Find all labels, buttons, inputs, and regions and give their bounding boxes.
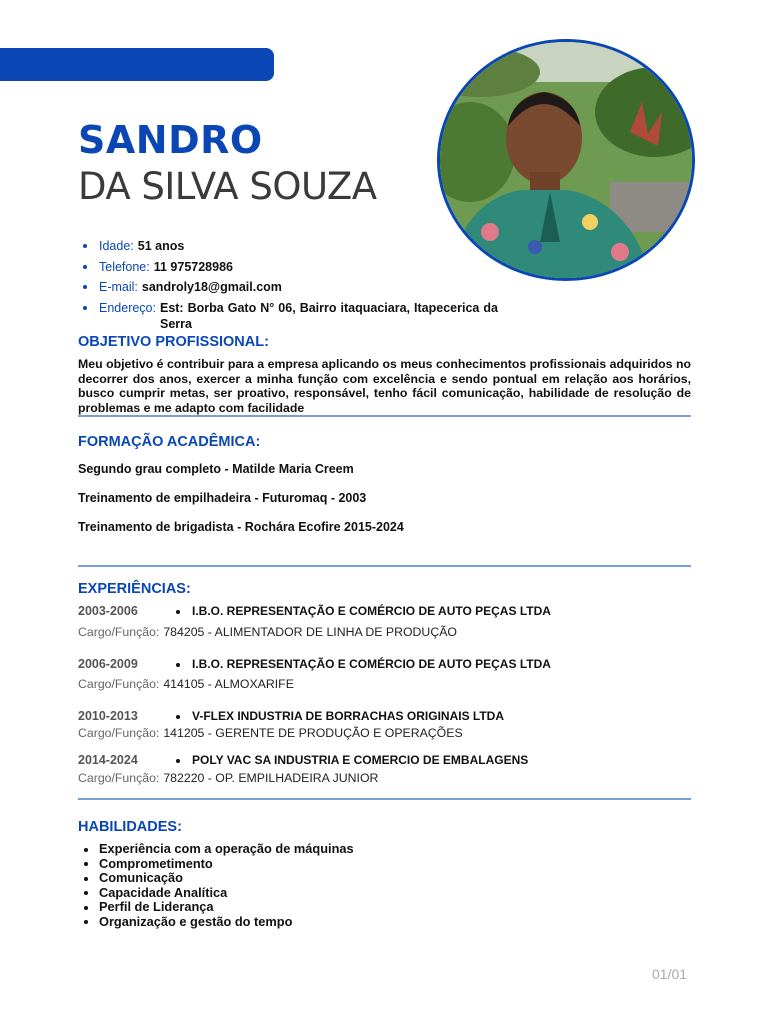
bullet-icon xyxy=(83,306,87,310)
contact-age-label: Idade: xyxy=(99,239,134,253)
bullet-icon xyxy=(84,877,88,881)
role-value: 414105 - ALMOXARIFE xyxy=(163,677,294,691)
experience-role xyxy=(78,726,463,740)
experience-item xyxy=(78,604,691,622)
skill-item xyxy=(84,915,354,930)
experience-item xyxy=(78,657,691,675)
contact-phone-value: 11 975728986 xyxy=(153,259,233,274)
bullet-icon xyxy=(84,848,88,852)
bullet-icon xyxy=(83,244,87,248)
education-item: Segundo grau completo - Matilde Maria Creem xyxy=(78,462,354,476)
skills-list xyxy=(84,842,354,930)
bullet-icon xyxy=(83,265,87,269)
divider xyxy=(78,565,691,567)
header-accent-bar xyxy=(0,48,274,81)
experience-company: I.B.O. REPRESENTAÇÃO E COMÉRCIO DE AUTO PEÇAS LTDA xyxy=(192,657,551,671)
role-label: Cargo/Função: xyxy=(78,726,160,740)
contact-email-value: sandroly18@gmail.com xyxy=(141,280,282,294)
bullet-icon xyxy=(83,285,87,289)
experience-period: 2014-2024 xyxy=(78,753,138,767)
bullet-icon xyxy=(84,862,88,866)
contact-phone xyxy=(83,259,503,275)
objective-text: Meu objetivo é contribuir para a empresa aplicando os meus conhecimentos profissionais adquiridos no decorrer dos anos, exercer a minha função com excelência e sendo pontual em relação aos horários, busco cumprir metas, ser proativo, responsável, tenho fácil comunicação, habilidade de resolução de problemas e me adapto com facilidade xyxy=(78,357,691,416)
experience-period: 2003-2006 xyxy=(78,604,138,618)
skill-label: Comprometimento xyxy=(99,855,213,871)
education-item: Treinamento de brigadista - Rochára Ecofire 2015-2024 xyxy=(78,520,404,534)
bullet-icon xyxy=(176,610,180,614)
divider xyxy=(78,798,691,800)
contact-phone-label: Telefone: xyxy=(99,259,150,274)
experience-period: 2006-2009 xyxy=(78,657,138,671)
skill-label: Capacidade Analítica xyxy=(99,884,228,900)
bullet-icon xyxy=(84,906,88,910)
experience-role xyxy=(78,677,294,691)
skill-label: Perfil de Liderança xyxy=(99,899,214,915)
contact-email xyxy=(83,279,503,295)
experience-period: 2010-2013 xyxy=(78,709,138,723)
role-label: Cargo/Função: xyxy=(78,677,160,691)
contact-address-label: Endereço: xyxy=(99,300,156,315)
page-number: 01/01 xyxy=(652,966,688,982)
bullet-icon xyxy=(176,663,180,667)
experience-company: V-FLEX INDUSTRIA DE BORRACHAS ORIGINAIS LTDA xyxy=(192,709,505,723)
divider xyxy=(78,415,691,417)
last-name: DA SILVA SOUZA xyxy=(78,165,377,208)
experience-company: I.B.O. REPRESENTAÇÃO E COMÉRCIO DE AUTO PEÇAS LTDA xyxy=(192,604,551,618)
objective-title: OBJETIVO PROFISSIONAL: xyxy=(78,334,269,350)
role-value: 141205 - GERENTE DE PRODUÇÃO E OPERAÇÕES xyxy=(163,726,463,740)
bullet-icon xyxy=(176,715,180,719)
skill-label: Organização e gestão do tempo xyxy=(99,913,293,929)
role-label: Cargo/Função: xyxy=(78,625,160,639)
contact-email-label: E-mail: xyxy=(99,280,138,294)
contact-address-value: Est: Borba Gato N° 06, Bairro itaquaciara, Itapecerica da Serra xyxy=(159,300,498,331)
experience-role xyxy=(78,625,457,639)
contact-age-value: 51 anos xyxy=(137,239,185,253)
experience-company: POLY VAC SA INDUSTRIA E COMERCIO DE EMBALAGENS xyxy=(192,753,529,767)
skill-item xyxy=(84,886,354,901)
role-value: 782220 - OP. EMPILHADEIRA JUNIOR xyxy=(163,771,379,785)
education-item: Treinamento de empilhadeira - Futuromaq - 2003 xyxy=(78,491,367,505)
first-name: SANDRO xyxy=(78,118,263,162)
contact-address xyxy=(83,300,503,332)
role-value: 784205 - ALIMENTADOR DE LINHA DE PRODUÇÃO xyxy=(163,625,457,639)
education-title: FORMAÇÃO ACADÊMICA: xyxy=(78,434,261,450)
experience-role xyxy=(78,771,378,785)
skill-label: Experiência com a operação de máquinas xyxy=(99,841,354,856)
contact-age xyxy=(83,238,503,254)
experience-item xyxy=(78,709,691,727)
skills-title: HABILIDADES: xyxy=(78,819,182,835)
skill-item xyxy=(84,871,354,886)
skill-item xyxy=(84,857,354,872)
contact-list xyxy=(83,238,503,336)
bullet-icon xyxy=(84,891,88,895)
experience-title: EXPERIÊNCIAS: xyxy=(78,581,191,597)
bullet-icon xyxy=(176,759,180,763)
bullet-icon xyxy=(84,920,88,924)
experience-item xyxy=(78,753,691,771)
skill-item xyxy=(84,900,354,915)
skill-label: Comunicação xyxy=(99,870,183,886)
skill-item xyxy=(84,842,354,857)
role-label: Cargo/Função: xyxy=(78,771,160,785)
